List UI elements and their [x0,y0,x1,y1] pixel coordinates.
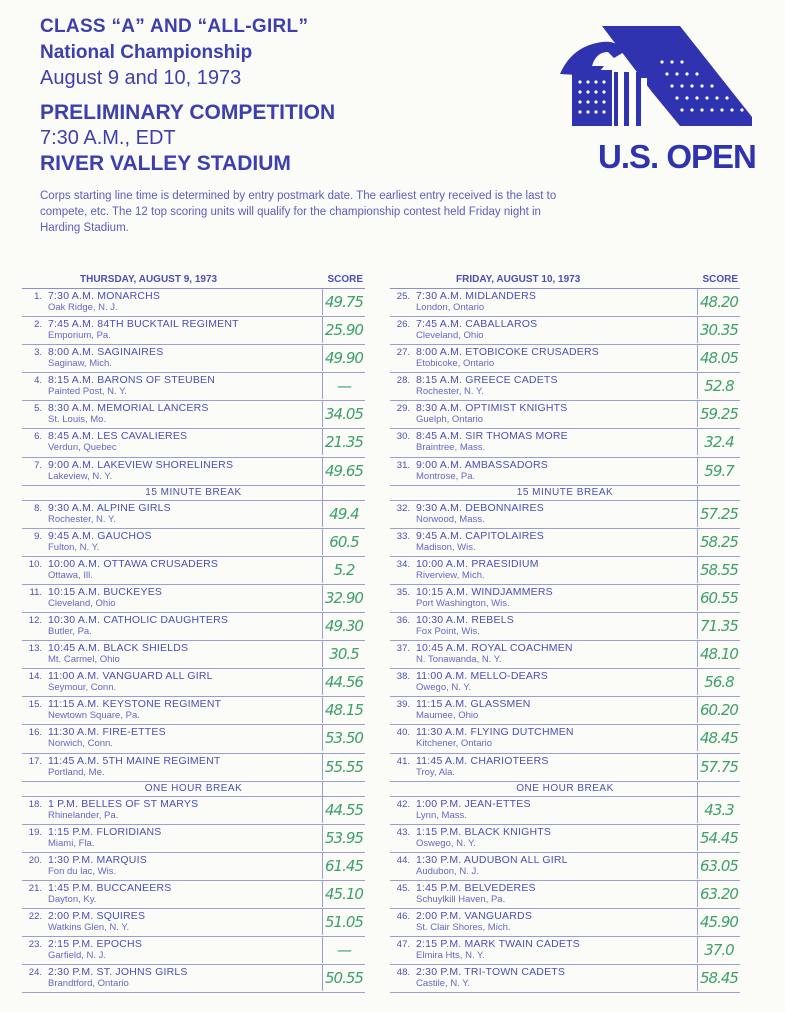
entry-time-corps: 11:15 A.M. KEYSTONE REGIMENT [48,698,222,711]
entry-location: Madison, Wis. [416,541,476,553]
entry-location: St. Clair Shores, Mich. [416,921,511,933]
handwritten-score: 49.90 [322,345,365,371]
entry-time-corps: 7:30 A.M. MONARCHS [48,290,161,302]
table-row [390,825,740,853]
entry-number: 39. [396,699,410,711]
entry-number: 47. [396,939,410,951]
handwritten-score: 71.35 [697,613,740,639]
entry-time-corps: 10:15 A.M. WINDJAMMERS [416,585,553,598]
handwritten-score: 60.5 [322,529,365,555]
entry-location: Rhinelander, Pa. [48,809,119,821]
entry-location: Lynn, Mass. [416,809,467,821]
table-row [390,641,740,669]
entry-time-corps: 8:00 A.M. ETOBICOKE CRUSADERS [416,346,599,359]
entry-time-corps: 2:30 P.M. TRI-TOWN CADETS [416,966,566,979]
entry-number: 37. [396,643,410,655]
entry-location: Verdun, Quebec [48,442,117,454]
entry-number: 30. [396,431,410,443]
entry-number: 43. [396,826,410,838]
entry-number: 44. [396,854,410,866]
break-label: 15 MINUTE BREAK [516,486,614,498]
entry-time-corps: 11:00 A.M. VANGUARD ALL GIRL [48,670,213,683]
entry-location: Cleveland, Ohio [416,330,484,342]
entry-time-corps: 2:30 P.M. ST. JOHNS GIRLS [48,966,188,979]
entry-time-corps: 1:30 P.M. MARQUIS [48,853,147,866]
entry-location: St. Louis, Mo. [48,414,107,426]
handwritten-score: 57.25 [697,501,740,527]
entry-number: 12. [28,615,42,627]
entry-location: Elmira Hts, N. Y. [416,950,485,962]
entry-location: Watkins Glen, N. Y. [48,921,130,933]
handwritten-score: 45.90 [697,909,740,935]
entry-number: 32. [396,502,410,514]
handwritten-score: 55.55 [322,754,365,780]
table-row [22,458,365,486]
entry-number: 10. [28,558,42,570]
entry-number: 48. [396,967,410,979]
entry-location: Maumee, Ohio [416,710,479,722]
entry-number: 13. [28,643,42,655]
handwritten-score: 30.5 [322,641,365,667]
entry-location: Norwood, Mass. [416,513,485,525]
entry-time-corps: 1:00 P.M. JEAN-ETTES [416,797,531,810]
entry-number: 33. [396,530,410,542]
entry-number: 18. [28,798,42,810]
table-row [390,797,740,825]
entry-time-corps: 1:15 P.M. FLORIDIANS [48,825,162,838]
entry-number: 21. [28,882,42,894]
entry-location: Schuylkill Haven, Pa. [416,893,506,905]
table-row [390,401,740,429]
entry-number: 42. [396,798,410,810]
entry-number: 15. [28,699,42,711]
break-label: ONE HOUR BREAK [144,782,243,794]
entry-number: 26. [396,319,410,331]
table-row [22,909,365,937]
handwritten-score: 32.4 [697,429,740,455]
table-row [390,289,740,317]
entry-number: 7. [34,459,42,471]
entry-time-corps: 11:00 A.M. MELLO-DEARS [416,670,549,683]
handwritten-score: 63.05 [697,853,740,879]
friday-header [390,272,740,289]
handwritten-score: 43.3 [697,797,740,823]
table-row [22,429,365,457]
entry-location: Norwich, Conn. [48,738,113,750]
table-row [22,825,365,853]
entry-number: 5. [34,403,42,415]
entry-number: 25. [396,291,410,302]
table-row [22,641,365,669]
table-row [390,613,740,641]
entry-location: Dayton, Ky. [48,893,97,905]
thursday-header [22,272,365,289]
entry-number: 19. [28,826,42,838]
entry-number: 16. [28,727,42,739]
table-row [22,937,365,965]
us-open-logo-text: U.S. OPEN [598,138,756,175]
entry-time-corps: 7:45 A.M. CABALLAROS [416,318,538,331]
entry-number: 8. [34,502,42,514]
entry-number: 22. [28,910,42,922]
entry-time-corps: 7:45 A.M. 84TH BUCKTAIL REGIMENT [48,318,239,331]
handwritten-score: 45.10 [322,881,365,907]
entry-location: Etobicoke, Ontario [416,358,495,370]
table-row [390,458,740,486]
table-row [22,557,365,585]
entry-time-corps: 11:15 A.M. GLASSMEN [416,698,531,711]
entry-location: Portland, Me. [48,766,105,778]
entry-location: Garfield, N. J. [48,950,107,962]
entry-location: Oswego, N. Y. [416,837,476,849]
entry-time-corps: 10:00 A.M. PRAESIDIUM [416,557,539,570]
handwritten-score: 25.90 [322,317,365,343]
entry-location: Emporium, Pa. [48,330,111,342]
entry-time-corps: 10:00 A.M. OTTAWA CRUSADERS [48,557,219,570]
entry-location: Painted Post, N. Y. [48,386,127,398]
handwritten-score: — [322,373,365,399]
entry-number: 27. [396,347,410,359]
entry-number: 31. [396,459,410,471]
entry-time-corps: 11:30 A.M. FIRE-ETTES [48,726,166,739]
entry-location: Fon du lac, Wis. [48,865,117,877]
handwritten-score: 58.55 [697,557,740,583]
table-row [22,317,365,345]
entry-location: Riverview, Mich. [416,569,485,581]
entry-location: Fox Point, Wis. [416,626,480,638]
table-row [390,754,740,782]
entry-number: 4. [34,375,42,387]
entry-location: Saginaw, Mich. [48,358,112,370]
entry-number: 28. [396,375,410,387]
entry-location: Port Washington, Wis. [416,597,510,609]
table-row [390,429,740,457]
handwritten-score: 56.8 [697,669,740,695]
handwritten-score: 59.25 [697,401,740,427]
entry-location: Cleveland, Ohio [48,597,116,609]
handwritten-score: 37.0 [697,937,740,963]
intro-paragraph: Corps starting line time is determined by entry postmark date. The earliest entry received is the last to compete, etc. The 12 top scoring units will qualify for the championship contest held Friday night in Harding Stadium. [40,190,557,234]
entry-time-corps: 2:00 P.M. VANGUARDS [416,909,533,922]
entry-number: 38. [396,671,410,683]
entry-time-corps: 10:30 A.M. CATHOLIC DAUGHTERS [48,614,229,627]
thursday-rows [22,289,365,993]
entry-number: 11. [29,586,42,598]
handwritten-score: 63.20 [697,881,740,907]
entry-location: Kitchener, Ontario [416,738,493,750]
venue-title: RIVER VALLEY STADIUM [40,152,291,175]
handwritten-score: 30.35 [697,317,740,343]
handwritten-score: 51.05 [322,909,365,935]
title-class: CLASS “A” AND “ALL-GIRL” [40,16,309,37]
entry-number: 23. [28,939,42,951]
handwritten-score: 49.65 [322,458,365,484]
entry-time-corps: 10:45 A.M. BLACK SHIELDS [48,642,189,655]
entry-location: Owego, N. Y. [416,682,472,694]
entry-time-corps: 1 P.M. BELLES OF ST MARYS [48,797,199,810]
handwritten-score: 49.30 [322,613,365,639]
break-label: 15 MINUTE BREAK [145,486,242,498]
start-time: 7:30 A.M., EDT [40,127,176,149]
entry-time-corps: 8:15 A.M. BARONS OF STEUBEN [48,374,216,387]
entry-number: 2. [34,319,42,331]
entry-number: 20. [28,854,42,866]
entry-time-corps: 2:15 P.M. EPOCHS [48,938,143,951]
entry-location: Brandtford, Ontario [48,978,129,990]
break-label: ONE HOUR BREAK [516,782,614,794]
table-row [22,797,365,825]
friday-schedule [390,272,740,993]
handwritten-score: 54.45 [697,825,740,851]
table-row [390,725,740,753]
entry-time-corps: 2:15 P.M. MARK TWAIN CADETS [416,938,580,951]
table-row [22,289,365,317]
table-row [22,373,365,401]
friday-rows [390,289,740,993]
entry-location: Braintree, Mass. [416,442,486,454]
table-row [390,965,740,993]
score-header: SCORE [702,274,738,285]
entry-time-corps: 8:15 A.M. GREECE CADETS [416,374,558,387]
entry-time-corps: 8:30 A.M. MEMORIAL LANCERS [48,402,209,415]
table-row [390,937,740,965]
table-row [22,754,365,782]
handwritten-score: 48.45 [697,725,740,751]
table-row [390,697,740,725]
table-row [22,881,365,909]
handwritten-score: 48.05 [697,345,740,371]
score-header: SCORE [327,274,363,285]
entry-location: Guelph, Ontario [416,414,484,426]
handwritten-score: 48.10 [697,641,740,667]
table-row [22,669,365,697]
entry-time-corps: 1:45 P.M. BELVEDERES [416,881,536,894]
handwritten-score: 48.20 [697,289,740,315]
entry-time-corps: 9:00 A.M. AMBASSADORS [416,458,548,471]
competition-title: PRELIMINARY COMPETITION [40,101,336,124]
table-row [390,345,740,373]
table-row [22,345,365,373]
handwritten-score: — [322,937,365,963]
table-row [390,529,740,557]
entry-location: Troy, Ala. [416,766,456,778]
entry-time-corps: 9:45 A.M. GAUCHOS [48,529,152,542]
entry-number: 24. [28,967,42,979]
entry-location: N. Tonawanda, N. Y. [416,654,502,666]
handwritten-score: 44.55 [322,797,365,823]
score-cell-empty [697,782,740,796]
entry-number: 36. [396,615,410,627]
entry-number: 34. [396,558,410,570]
handwritten-score: 53.95 [322,825,365,851]
handwritten-score: 49.4 [322,501,365,527]
entry-location: Audubon, N. J. [416,865,479,877]
handwritten-score: 59.7 [697,458,740,484]
entry-time-corps: 10:45 A.M. ROYAL COACHMEN [416,642,573,655]
entry-time-corps: 1:45 P.M. BUCCANEERS [48,881,172,894]
entry-time-corps: 11:45 A.M. 5TH MAINE REGIMENT [48,754,221,767]
entry-number: 1. [34,291,42,302]
entry-number: 35. [396,586,410,598]
table-row [390,585,740,613]
entry-location: Ottawa, Ill. [48,569,93,581]
title-championship: National Championship [40,42,253,63]
entry-time-corps: 8:30 A.M. OPTIMIST KNIGHTS [416,402,568,415]
handwritten-score: 60.20 [697,697,740,723]
event-dates: August 9 and 10, 1973 [40,67,242,89]
table-row [22,965,365,993]
entry-time-corps: 1:30 P.M. AUDUBON ALL GIRL [416,853,568,866]
entry-location: Newtown Square, Pa. [48,710,140,722]
entry-time-corps: 8:45 A.M. LES CAVALIERES [48,430,188,443]
break-row [390,486,740,501]
handwritten-score: 58.45 [697,965,740,991]
table-row [22,529,365,557]
handwritten-score: 34.05 [322,401,365,427]
handwritten-score: 49.75 [322,289,365,315]
handwritten-score: 5.2 [322,557,365,583]
table-row [390,853,740,881]
table-row [390,669,740,697]
entry-location: Fulton, N. Y. [48,541,100,553]
entry-number: 14. [28,671,42,683]
handwritten-score: 61.45 [322,853,365,879]
entry-location: London, Ontario [416,302,485,313]
break-row [390,782,740,797]
handwritten-score: 57.75 [697,754,740,780]
score-cell-empty [697,486,740,500]
score-cell-empty [322,782,365,796]
table-row [22,585,365,613]
table-row [22,501,365,529]
entry-number: 40. [396,727,410,739]
handwritten-score: 58.25 [697,529,740,555]
entry-time-corps: 9:30 A.M. DEBONNAIRES [416,501,544,514]
entry-location: Rochester, N. Y. [48,513,116,525]
entry-time-corps: 10:30 A.M. REBELS [416,614,514,627]
entry-location: Rochester, N. Y. [416,386,484,398]
table-row [390,317,740,345]
thursday-title: THURSDAY, AUGUST 9, 1973 [80,274,218,285]
thursday-schedule [22,272,365,993]
entry-number: 45. [396,882,410,894]
handwritten-score: 21.35 [322,429,365,455]
entry-location: Butler, Pa. [48,626,92,638]
entry-number: 6. [34,431,42,443]
table-row [22,725,365,753]
entry-time-corps: 11:45 A.M. CHARIOTEERS [416,754,549,767]
table-row [22,853,365,881]
entry-location: Oak Ridge, N. J. [48,302,118,313]
table-row [390,909,740,937]
friday-title: FRIDAY, AUGUST 10, 1973 [456,274,581,285]
table-row [22,401,365,429]
entry-location: Mt. Carmel, Ohio [48,654,120,666]
break-row [22,486,365,501]
entry-time-corps: 2:00 P.M. SQUIRES [48,909,146,922]
table-row [390,501,740,529]
handwritten-score: 52.8 [697,373,740,399]
entry-location: Miami, Fla. [48,837,95,849]
entry-time-corps: 10:15 A.M. BUCKEYES [48,585,163,598]
entry-number: 41. [396,755,410,767]
break-row [22,782,365,797]
entry-time-corps: 9:45 A.M. CAPITOLAIRES [416,529,544,542]
entry-number: 17. [28,755,42,767]
handwritten-score: 32.90 [322,585,365,611]
entry-time-corps: 8:00 A.M. SAGINAIRES [48,346,164,359]
table-row [22,613,365,641]
table-row [22,697,365,725]
entry-number: 3. [34,347,42,359]
entry-location: Seymour, Conn. [48,682,117,694]
entry-number: 9. [34,530,42,542]
entry-time-corps: 9:30 A.M. ALPINE GIRLS [48,501,171,514]
table-row [390,373,740,401]
entry-time-corps: 7:30 A.M. MIDLANDERS [416,290,537,302]
handwritten-score: 53.50 [322,725,365,751]
entry-time-corps: 8:45 A.M. SIR THOMAS MORE [416,430,568,443]
entry-time-corps: 1:15 P.M. BLACK KNIGHTS [416,825,552,838]
handwritten-score: 60.55 [697,585,740,611]
entry-location: Montrose, Pa. [416,470,476,482]
entry-time-corps: 11:30 A.M. FLYING DUTCHMEN [416,726,574,739]
handwritten-score: 44.56 [322,669,365,695]
handwritten-score: 48.15 [322,697,365,723]
entry-number: 29. [396,403,410,415]
score-cell-empty [322,486,365,500]
entry-location: Lakeview, N. Y. [48,470,113,482]
table-row [390,881,740,909]
handwritten-score: 50.55 [322,965,365,991]
entry-time-corps: 9:00 A.M. LAKEVIEW SHORELINERS [48,458,234,471]
entry-location: Castile, N. Y. [416,978,471,990]
entry-number: 46. [396,910,410,922]
table-row [390,557,740,585]
